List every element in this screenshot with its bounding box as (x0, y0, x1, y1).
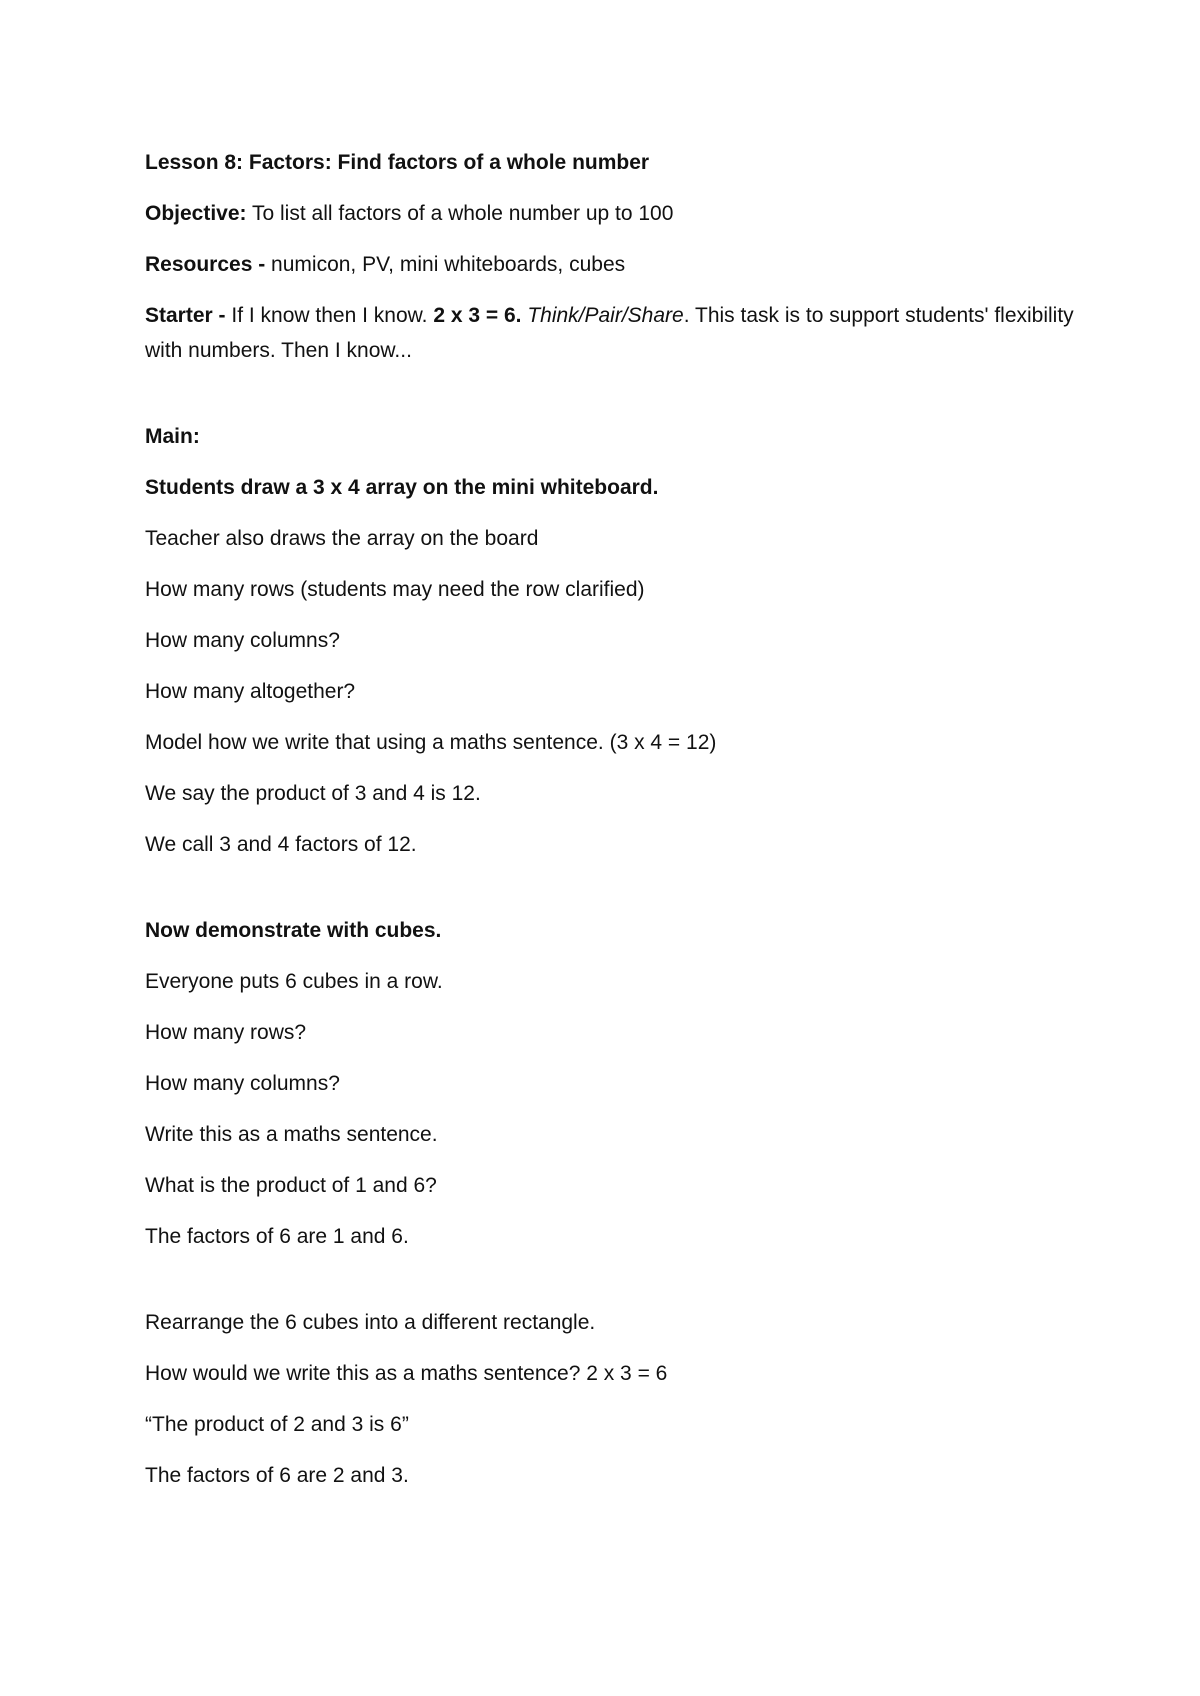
spacer (145, 1270, 1075, 1305)
spacer (145, 878, 1075, 913)
cubes-line: Everyone puts 6 cubes in a row. (145, 970, 443, 993)
array-line: We call 3 and 4 factors of 12. (145, 833, 417, 856)
starter-text-2: . This task is to support students' flexibility with numbers. Then I know... (145, 304, 1074, 362)
cubes-line: What is the product of 1 and 6? (145, 1174, 437, 1197)
starter-label: Starter - (145, 304, 226, 327)
starter-equation: 2 x 3 = 6. (433, 304, 522, 327)
cubes-line: Write this as a maths sentence. (145, 1123, 438, 1146)
resources-line (145, 247, 1075, 282)
cubes-line: The factors of 6 are 1 and 6. (145, 1225, 409, 1248)
cubes-heading: Now demonstrate with cubes. (145, 919, 442, 942)
main-heading: Main: (145, 425, 200, 448)
rearrange-line: How would we write this as a maths sentence? 2 x 3 = 6 (145, 1362, 668, 1385)
objective-text: To list all factors of a whole number up to 100 (246, 202, 674, 225)
resources-text: numicon, PV, mini whiteboards, cubes (265, 253, 626, 276)
rearrange-line: Rearrange the 6 cubes into a different rectangle. (145, 1311, 596, 1334)
starter-think-pair-share: Think/Pair/Share (527, 304, 684, 327)
objective-line (145, 196, 1075, 231)
array-line: How many columns? (145, 629, 340, 652)
starter-text-1: If I know then I know. (225, 304, 434, 327)
array-line: How many rows (students may need the row clarified) (145, 578, 645, 601)
array-line: We say the product of 3 and 4 is 12. (145, 782, 481, 805)
rearrange-line: The factors of 6 are 2 and 3. (145, 1464, 409, 1487)
lesson-plan (145, 145, 1075, 1509)
array-line: Model how we write that using a maths sentence. (3 x 4 = 12) (145, 731, 717, 754)
spacer (145, 384, 1075, 419)
array-line: How many altogether? (145, 680, 356, 703)
resources-label: Resources - (145, 253, 266, 276)
cubes-line: How many rows? (145, 1021, 307, 1044)
starter-paragraph (145, 298, 1075, 368)
array-heading: Students draw a 3 x 4 array on the mini whiteboard. (145, 476, 659, 499)
lesson-title: Lesson 8: Factors: Find factors of a whole number (145, 151, 650, 174)
cubes-line: How many columns? (145, 1072, 340, 1095)
array-line: Teacher also draws the array on the board (145, 527, 539, 550)
rearrange-line: “The product of 2 and 3 is 6” (145, 1413, 409, 1436)
objective-label: Objective: (145, 202, 247, 225)
